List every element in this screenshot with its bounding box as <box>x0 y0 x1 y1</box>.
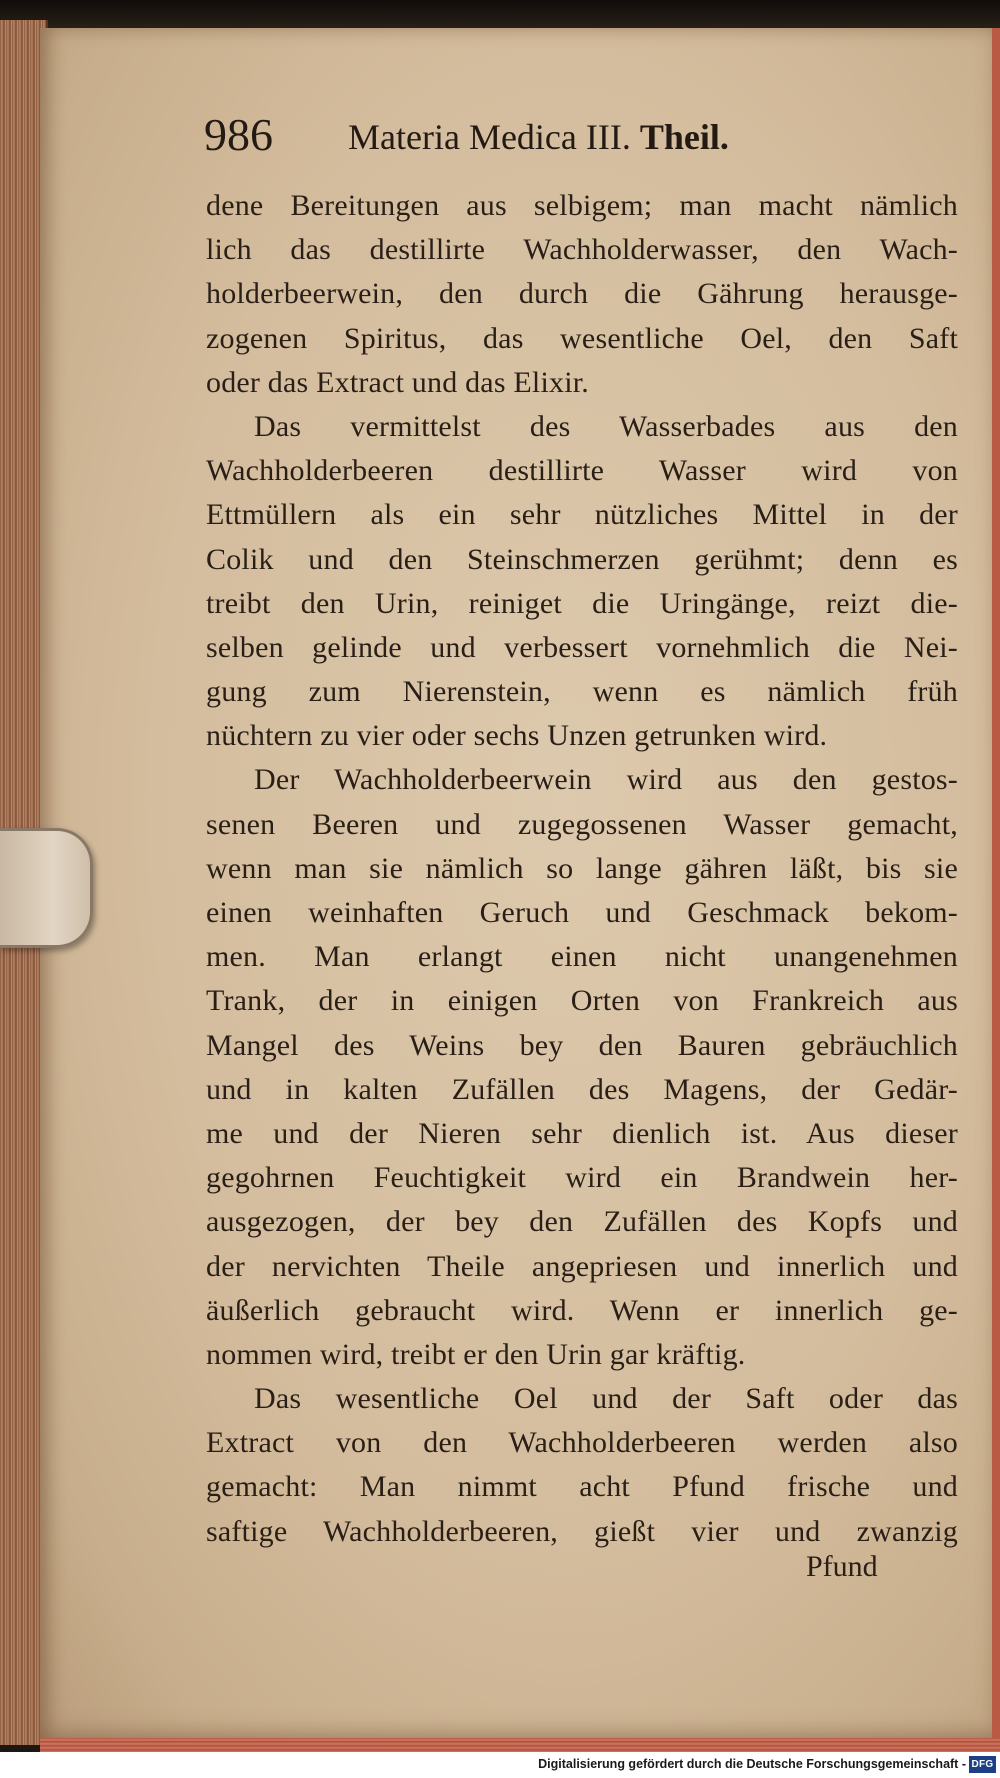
running-title <box>348 116 729 158</box>
text-line: Colik und den Steinschmerzen gerühmt; denn es <box>206 542 958 576</box>
text-line: zogenen Spiritus, das wesentliche Oel, den Saft <box>206 321 958 355</box>
footer-credit: Digitalisierung gefördert durch die Deutsche Forschungsgemeinschaft - <box>538 1757 966 1771</box>
page-edge-bottom <box>40 1738 1000 1752</box>
text-line: holderbeerwein, den durch die Gährung herausge- <box>206 277 958 311</box>
text-line: Ettmüllern als ein sehr nützliches Mittel in der <box>206 498 958 532</box>
page-number: 986 <box>204 109 273 160</box>
text-line: men. Man erlangt einen nicht unangenehmen <box>206 940 958 974</box>
text-line: gung zum Nierenstein, wenn es nämlich früh <box>206 675 958 709</box>
text-line: Extract von den Wachholderbeeren werden also <box>206 1426 958 1460</box>
text-line: oder das Extract und das Elixir. <box>206 365 589 399</box>
catchword: Pfund <box>806 1550 878 1583</box>
text-line: Trank, der in einigen Orten von Frankreich aus <box>206 984 958 1018</box>
text-line: senen Beeren und zugegossenen Wasser gemacht, <box>206 807 958 841</box>
text-line: gegohrnen Feuchtigkeit wird ein Brandwein her- <box>206 1161 958 1195</box>
text-line: Das wesentliche Oel und der Saft oder das <box>254 1382 958 1416</box>
text-line: einen weinhaften Geruch und Geschmack bekom- <box>206 896 958 929</box>
text-line: gemacht: Man nimmt acht Pfund frische und <box>206 1470 958 1504</box>
text-line: der nervichten Theile angepriesen und innerlich und <box>206 1249 958 1283</box>
text-line: nüchtern zu vier oder sechs Unzen getrunken wird. <box>206 719 828 753</box>
body-text <box>206 184 958 1554</box>
running-header <box>204 108 924 168</box>
page-edge-right <box>992 28 1000 1748</box>
footer-bar <box>0 1752 1000 1778</box>
text-line: me und der Nieren sehr dienlich ist. Aus dieser <box>206 1116 958 1150</box>
text-line: lich das destillirte Wachholderwasser, den Wach- <box>206 233 958 267</box>
dfg-logo: DFG <box>969 1756 996 1773</box>
text-line: wenn man sie nämlich so lange gähren läßt, bis sie <box>206 851 958 885</box>
bookmark-tab <box>0 828 93 948</box>
text-line: und in kalten Zufällen des Magens, der Gedär- <box>206 1072 958 1106</box>
top-shadow <box>0 0 1000 30</box>
text-line: Der Wachholderbeerwein wird aus den gestos- <box>254 763 958 797</box>
running-title-part: Theil. <box>639 117 729 157</box>
text-line: Das vermittelst des Wasserbades aus den <box>254 409 958 443</box>
text-line: treibt den Urin, reiniget die Uringänge, reizt die- <box>206 586 958 620</box>
text-line: äußerlich gebraucht wird. Wenn er innerlich ge- <box>206 1293 958 1327</box>
text-line: selben gelinde und verbessert vornehmlich die Nei- <box>206 630 958 664</box>
text-line: nommen wird, treibt er den Urin gar kräftig. <box>206 1337 746 1371</box>
text-line: saftige Wachholderbeeren, gießt vier und zwanzig <box>206 1514 958 1548</box>
text-line: dene Bereitungen aus selbigem; man macht nämlich <box>206 189 958 222</box>
text-line: Mangel des Weins bey den Bauren gebräuchlich <box>206 1028 958 1062</box>
running-title-text: Materia Medica III. <box>348 117 631 157</box>
text-line: Wachholderbeeren destillirte Wasser wird von <box>206 454 958 488</box>
text-line: ausgezogen, der bey den Zufällen des Kopfs und <box>206 1205 958 1239</box>
